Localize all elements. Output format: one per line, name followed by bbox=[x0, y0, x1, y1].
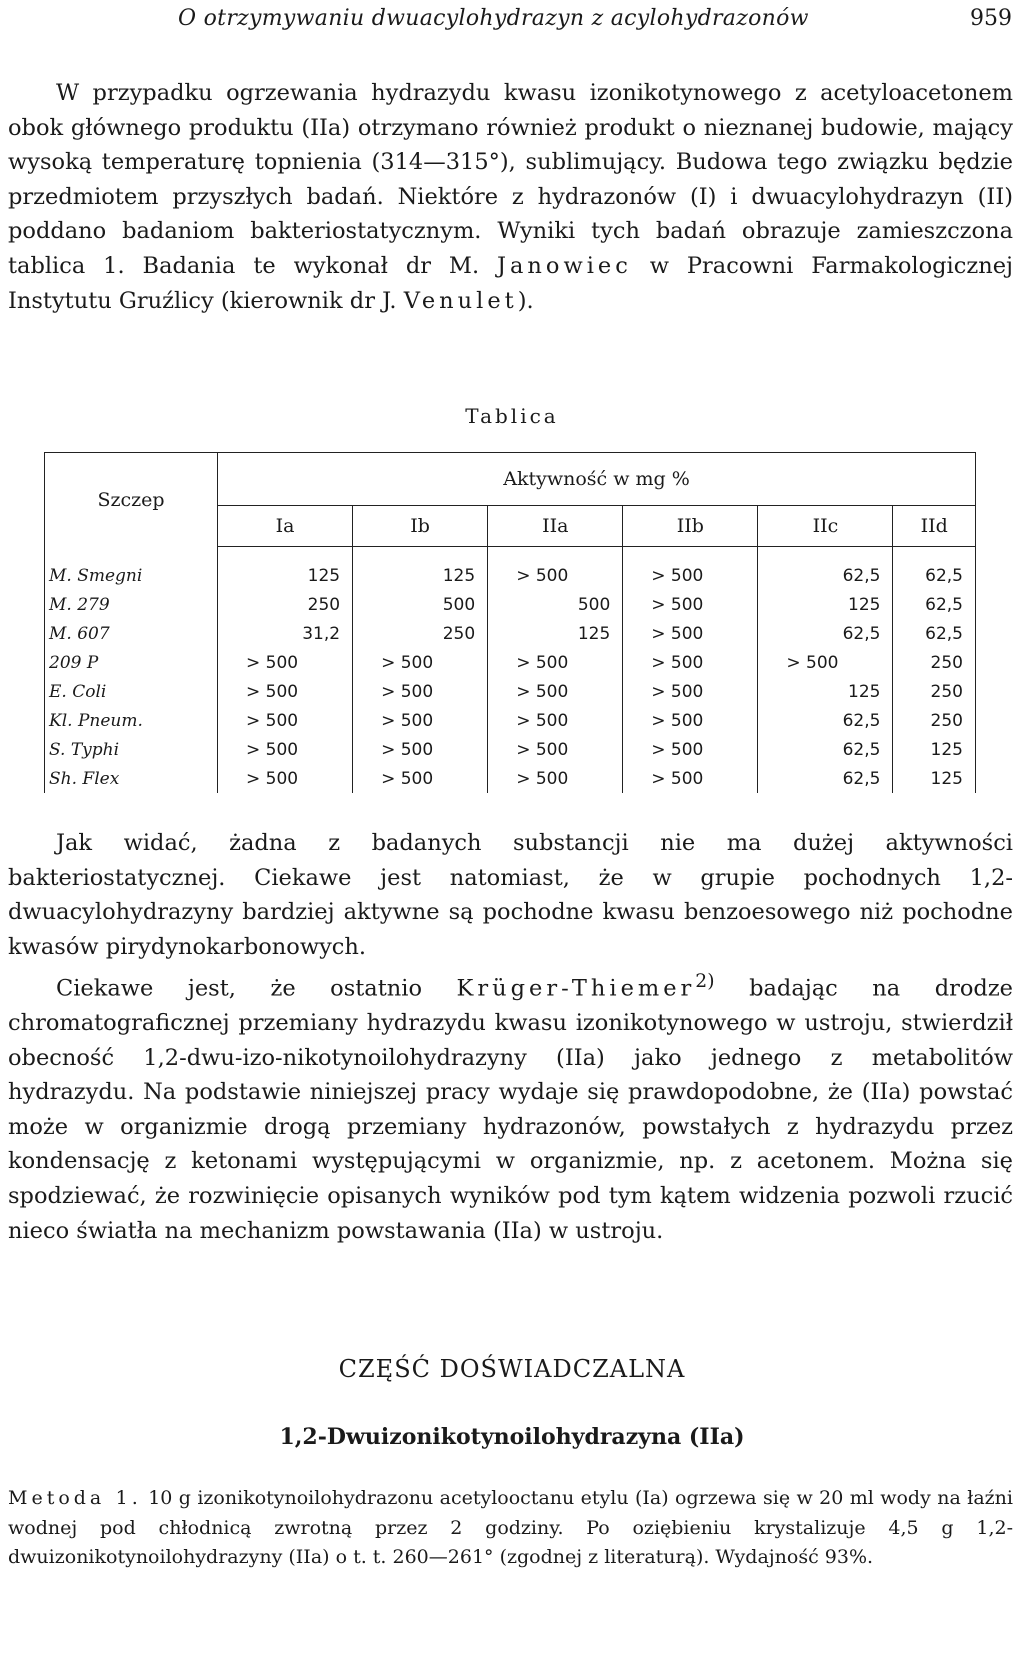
strain-cell: Sh. Flex bbox=[45, 764, 218, 793]
activity-value-cell: > 500 bbox=[218, 648, 353, 677]
table-row bbox=[45, 677, 976, 706]
table-row bbox=[45, 619, 976, 648]
paragraph-text: w Pracowni Farmakologicznej Instytutu Gruźlicy (kierownik dr J. bbox=[8, 252, 1013, 314]
table-header-row bbox=[45, 453, 976, 506]
table-spacer-row bbox=[45, 547, 976, 562]
table-caption: Tablica bbox=[465, 404, 559, 428]
activity-value-cell: 62,5 bbox=[758, 619, 893, 648]
activity-value-cell: 250 bbox=[893, 706, 976, 735]
table-row bbox=[45, 590, 976, 619]
activity-value-cell: > 500 bbox=[488, 764, 623, 793]
activity-value-cell: > 500 bbox=[488, 735, 623, 764]
activity-value-cell: > 500 bbox=[353, 648, 488, 677]
activity-value-cell: 250 bbox=[893, 677, 976, 706]
section-title: CZĘŚĆ DOŚWIADCZALNA bbox=[338, 1355, 686, 1383]
paragraph-text: W przypadku ogrzewania hydrazydu kwasu izonikotynowego z acetyloacetonem obok głównego produktu (IIa) otrzymano również produkt o nieznanej budowie, mający wysoką temperaturę topnienia (314—315°), sublimujący. Budowa tego związku będzie przedmiotem przyszłych badań. Niektóre z hydrazonów (I) i dwuacylohydrazyn (II) poddano badaniom bakteriostatycznym. Wyniki tych badań obrazuje zamieszczona tablica 1. Badania te wykonał dr M. bbox=[8, 80, 1013, 279]
method-text: 10 g izonikotynoilohydrazonu acetylooctanu etylu (Ia) ogrzewa się w 20 ml wody na łaźni wodnej pod chłodnicą zwrotną przez 2 godziny. Po oziębieniu krystalizuje 4,5 g 1,2-dwuizonikotynoilohydrazyny (IIa) o t. t. 260—261° (zgodnej z literaturą). Wydajność 93%. bbox=[8, 1487, 1013, 1568]
activity-value-cell: 125 bbox=[218, 561, 353, 590]
activity-value-cell: > 500 bbox=[353, 764, 488, 793]
activity-value-cell: 31,2 bbox=[218, 619, 353, 648]
body-paragraph-3 bbox=[8, 965, 1013, 1248]
page-header bbox=[0, 4, 1024, 40]
activity-table bbox=[44, 452, 976, 793]
activity-value-cell: > 500 bbox=[488, 677, 623, 706]
activity-value-cell: 250 bbox=[893, 648, 976, 677]
body-paragraph-1 bbox=[8, 76, 1013, 318]
activity-value-cell: 62,5 bbox=[893, 590, 976, 619]
strain-column-header: Szczep bbox=[45, 453, 218, 547]
activity-value-cell: 62,5 bbox=[758, 735, 893, 764]
table-body bbox=[45, 547, 976, 794]
activity-value-cell: > 500 bbox=[218, 735, 353, 764]
activity-value-cell: 62,5 bbox=[758, 561, 893, 590]
activity-value-cell: 125 bbox=[758, 590, 893, 619]
activity-value-cell: 62,5 bbox=[758, 764, 893, 793]
column-header: IId bbox=[893, 506, 976, 547]
activity-value-cell: > 500 bbox=[623, 677, 758, 706]
activity-value-cell: 62,5 bbox=[758, 706, 893, 735]
paragraph-text: Ciekawe jest, że ostatnio bbox=[56, 975, 422, 1002]
paragraph-text: badając na drodze chromatograficznej przemiany hydrazydu kwasu izonikotynowego w ustroju, stwierdził obecność 1,2-dwu-izo-nikotynoilohydrazyny (IIa) jako jednego z metabolitów hydrazydu. Na podstawie niniejszej pracy wydaje się prawdopodobne, że (IIa) powstać może w organizmie drogą przemiany hydrazonów, powstałych z hydrazydu przez kondensację z ketonami występującymi w organizmie, np. z acetonem. Można się spodziewać, że rozwinięcie opisanych wyników pod tym kątem widzenia pozwoli rzucić nieco światła na mechanizm powstawania (IIa) w ustroju. bbox=[8, 975, 1013, 1244]
activity-value-cell: > 500 bbox=[218, 677, 353, 706]
activity-value-cell: 62,5 bbox=[893, 561, 976, 590]
activity-value-cell: > 500 bbox=[488, 706, 623, 735]
activity-value-cell: 125 bbox=[893, 764, 976, 793]
activity-value-cell: > 500 bbox=[353, 706, 488, 735]
activity-value-cell: 125 bbox=[893, 735, 976, 764]
activity-value-cell: > 500 bbox=[758, 648, 893, 677]
activity-value-cell: 125 bbox=[758, 677, 893, 706]
method-label: Metoda 1. bbox=[8, 1487, 142, 1509]
activity-value-cell: 500 bbox=[488, 590, 623, 619]
author-name: Krüger-Thiemer bbox=[456, 975, 696, 1002]
activity-value-cell: > 500 bbox=[623, 590, 758, 619]
strain-cell: 209 P bbox=[45, 648, 218, 677]
activity-value-cell: > 500 bbox=[488, 561, 623, 590]
activity-value-cell: > 500 bbox=[623, 764, 758, 793]
footnote-reference: 2) bbox=[695, 971, 715, 992]
strain-cell: S. Typhi bbox=[45, 735, 218, 764]
strain-cell: M. 607 bbox=[45, 619, 218, 648]
running-title: O otrzymywaniu dwuacylohydrazyn z acylohydrazonów bbox=[178, 6, 809, 31]
author-name: Janowiec bbox=[497, 252, 632, 279]
activity-value-cell: 125 bbox=[353, 561, 488, 590]
strain-cell: E. Coli bbox=[45, 677, 218, 706]
method-paragraph bbox=[8, 1484, 1013, 1573]
table-row bbox=[45, 561, 976, 590]
column-header: Ib bbox=[353, 506, 488, 547]
column-header: IIb bbox=[623, 506, 758, 547]
activity-value-cell: 125 bbox=[488, 619, 623, 648]
table-row bbox=[45, 735, 976, 764]
strain-cell: Kl. Pneum. bbox=[45, 706, 218, 735]
activity-value-cell: > 500 bbox=[218, 764, 353, 793]
activity-value-cell: > 500 bbox=[623, 648, 758, 677]
activity-value-cell: > 500 bbox=[488, 648, 623, 677]
compound-title: 1,2-Dwuizonikotynoilohydrazyna (IIa) bbox=[279, 1424, 745, 1450]
activity-group-header: Aktywność w mg % bbox=[218, 453, 976, 506]
author-name: Venulet bbox=[403, 287, 518, 314]
column-header: Ia bbox=[218, 506, 353, 547]
table-row bbox=[45, 648, 976, 677]
column-header: IIa bbox=[488, 506, 623, 547]
body-paragraph-2: Jak widać, żadna z badanych substancji nie ma dużej aktywności bakteriostatycznej. Ciekawe jest natomiast, że w grupie pochodnych 1,2-dwuacylohydrazyny bardziej aktywne są pochodne kwasu benzoesowego niż pochodne kwasów pirydynokarbonowych. bbox=[8, 830, 1013, 960]
table-row bbox=[45, 764, 976, 793]
strain-cell: M. Smegni bbox=[45, 561, 218, 590]
page-number: 959 bbox=[970, 6, 1012, 31]
activity-value-cell: 250 bbox=[353, 619, 488, 648]
activity-value-cell: > 500 bbox=[623, 735, 758, 764]
paragraph-text: ). bbox=[517, 287, 534, 314]
activity-value-cell: 62,5 bbox=[893, 619, 976, 648]
activity-value-cell: 250 bbox=[218, 590, 353, 619]
activity-value-cell: > 500 bbox=[353, 677, 488, 706]
activity-value-cell: > 500 bbox=[623, 706, 758, 735]
activity-value-cell: > 500 bbox=[623, 561, 758, 590]
activity-value-cell: > 500 bbox=[353, 735, 488, 764]
column-header: IIc bbox=[758, 506, 893, 547]
activity-value-cell: 500 bbox=[353, 590, 488, 619]
strain-cell: M. 279 bbox=[45, 590, 218, 619]
activity-value-cell: > 500 bbox=[623, 619, 758, 648]
table-row bbox=[45, 706, 976, 735]
activity-value-cell: > 500 bbox=[218, 706, 353, 735]
